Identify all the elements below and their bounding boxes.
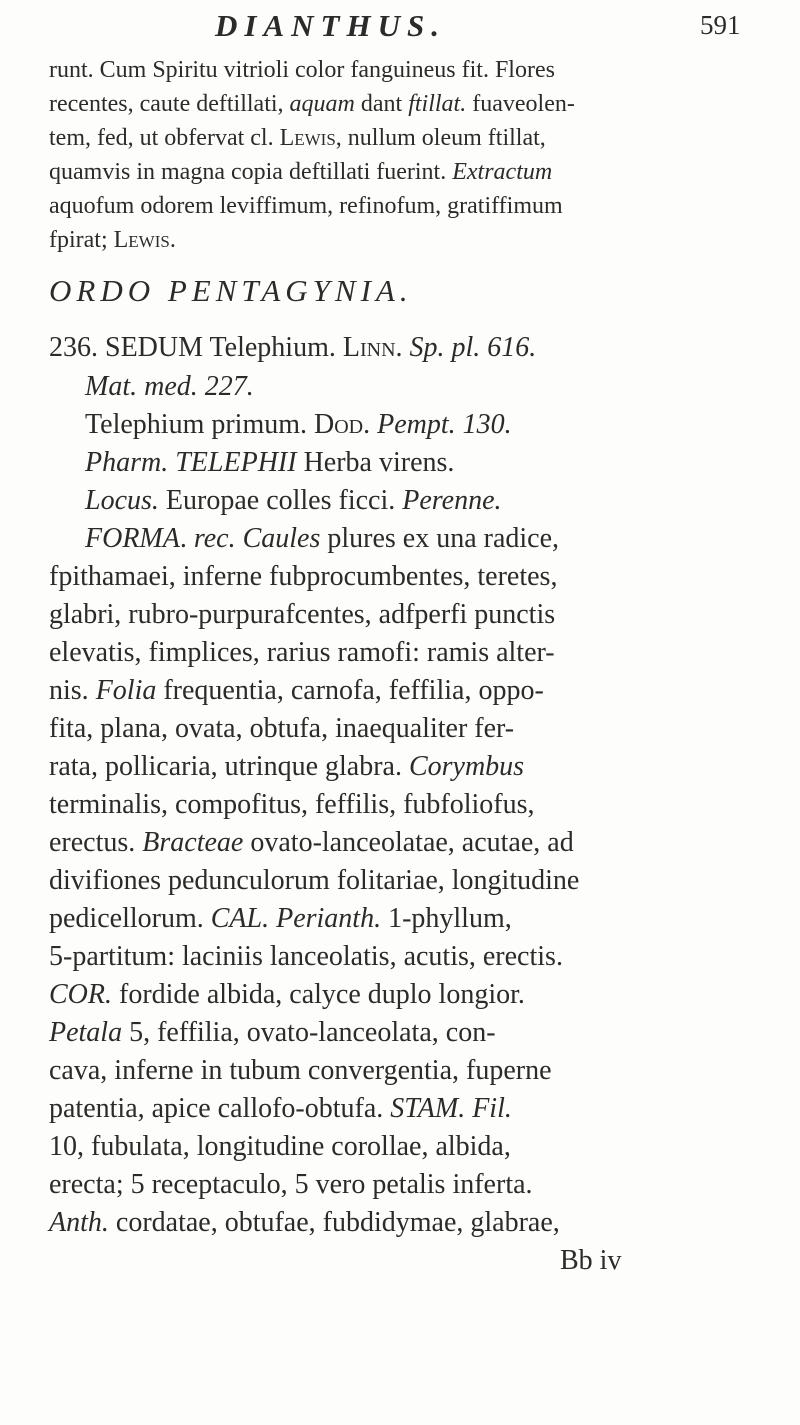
text-line: FORMA. rec. Caules plures ex una radice,: [85, 523, 560, 554]
locus-label: Locus.: [85, 485, 159, 516]
locus-line: [85, 487, 502, 515]
text-line: runt. Cum Spiritu vitrioli color fanguineus fit. Flores: [49, 57, 555, 83]
text-line: recentes, caute deftillati, aquam dant ftillat. fuaveolen-: [49, 91, 575, 117]
text-line: erecta; 5 receptaculo, 5 vero petalis inferta.: [49, 1169, 533, 1200]
page-number: 591: [700, 10, 741, 40]
text-line: COR. fordide albida, calyce duplo longior.: [49, 979, 525, 1010]
text-line: tem, fed, ut obfervat cl. Lewis, nullum oleum ftillat,: [49, 125, 546, 151]
text-line: Petala 5, feffilia, ovato-lanceolata, con-: [49, 1017, 496, 1048]
running-title: DIANTHUS.: [215, 8, 446, 43]
text-line: fpithamaei, inferne fubprocumbentes, teretes,: [49, 561, 558, 592]
page-header: [0, 8, 800, 48]
text-line: elevatis, fimplices, rarius ramofi: ramis alter-: [49, 637, 555, 668]
materia-medica-reference: Mat. med. 227.: [85, 371, 254, 402]
text-line: rata, pollicaria, utrinque glabra. Corymbus: [49, 751, 525, 782]
text-line: patentia, apice callofo-obtufa. STAM. Fil.: [49, 1093, 512, 1124]
entry-title-line: [49, 334, 536, 362]
synonym-reference: Pempt. 130.: [377, 409, 512, 440]
ordo-heading: ORDO PENTAGYNIA.: [49, 273, 413, 308]
synonym-name: Telephium primum.: [85, 409, 308, 440]
signature-mark: Bb iv: [560, 1245, 622, 1276]
species-name: SEDUM Telephium.: [105, 332, 336, 363]
text-line: erectus. Bracteae ovato-lanceolatae, acutae, ad: [49, 827, 574, 858]
locus-text: Europae colles ficci.: [165, 485, 396, 516]
text-line: 5-partitum: laciniis lanceolatis, acutis, erectis.: [49, 941, 563, 972]
pharm-name: TELEPHII: [175, 447, 297, 478]
text-line: 10, fubulata, longitudine corollae, albida,: [49, 1131, 511, 1162]
text-line: quamvis in magna copia deftillati fuerint. Extractum: [49, 159, 553, 185]
text-line: nis. Folia frequentia, carnofa, feffilia, oppo-: [49, 675, 544, 706]
synonym-line: [85, 411, 512, 439]
text-line: divifiones pedunculorum folitariae, longitudine: [49, 865, 580, 896]
duration-label: Perenne.: [402, 485, 502, 516]
text-line: cava, inferne in tubum convergentia, fuperne: [49, 1055, 552, 1086]
text-line: aquofum odorem leviffimum, refinofum, gratiffimum: [49, 193, 563, 219]
text-line: fita, plana, ovata, obtufa, inaequaliter fer-: [49, 713, 515, 744]
entry-reference-line: [85, 373, 254, 401]
synonym-author: Dod.: [314, 409, 371, 440]
species-reference: Sp. pl. 616.: [409, 332, 537, 363]
pharm-label: Pharm.: [85, 447, 169, 478]
text-line: fpirat; Lewis.: [49, 227, 176, 253]
species-author: Linn.: [342, 332, 403, 363]
text-line: Anth. cordatae, obtufae, fubdidymae, glabrae,: [49, 1207, 560, 1238]
pharm-text: Herba virens.: [303, 447, 455, 478]
pharmacopoeia-line: [85, 449, 454, 477]
entry-number: 236.: [49, 332, 98, 363]
text-line: terminalis, compofitus, feffilis, fubfoliofus,: [49, 789, 535, 820]
text-line: glabri, rubro-purpurafcentes, adfperfi punctis: [49, 599, 556, 630]
text-line: pedicellorum. CAL. Perianth. 1-phyllum,: [49, 903, 512, 934]
